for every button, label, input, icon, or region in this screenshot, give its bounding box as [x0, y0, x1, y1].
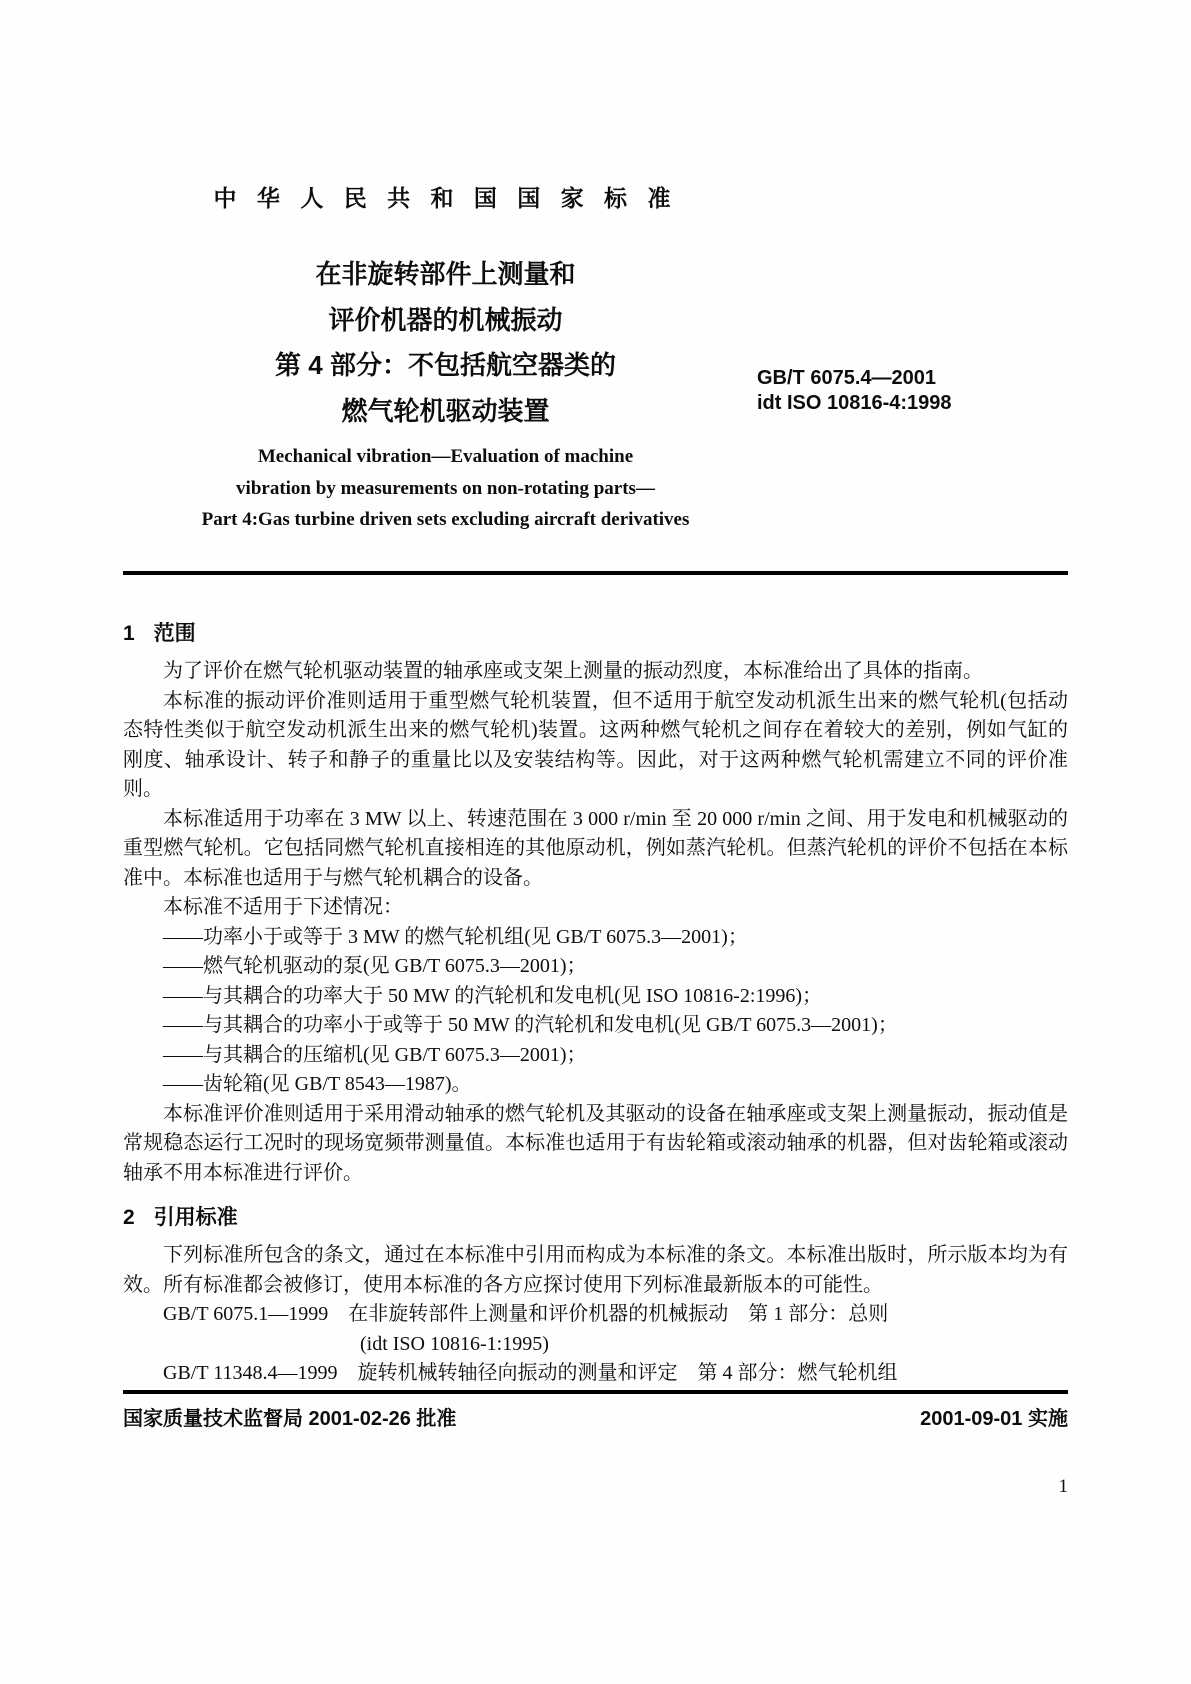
- document-body: [123, 620, 1068, 1389]
- english-title-line: Part 4:Gas turbine driven sets excluding aircraft derivatives: [201, 509, 690, 530]
- page-number: 1: [1058, 1476, 1068, 1497]
- paragraph: 本标准不适用于下述情况：: [163, 896, 403, 918]
- idt-reference: idt ISO 10816-4:1998: [757, 392, 952, 414]
- section-1-heading: [123, 620, 1068, 647]
- document-title-line: 第 4 部分：不包括航空器类的: [275, 350, 616, 380]
- paragraph: 本标准的振动评价准则适用于重型燃气轮机装置，但不适用于航空发动机派生出来的燃气轮机(包括动态特性类似于航空发动机派生出来的燃气轮机)装置。这两种燃气轮机之间存在着较大的差别，例如气缸的刚度、轴承设计、转子和静子的重量比以及安装结构等。因此，对于这两种燃气轮机需建立不同的评价准则。: [123, 689, 1068, 800]
- document-title-line: 评价机器的机械振动: [328, 304, 563, 335]
- list-item: ——齿轮箱(见 GB/T 8543—1987)。: [163, 1073, 472, 1095]
- list-item: ——与其耦合的功率小于或等于 50 MW 的汽轮机和发电机(见 GB/T 6075.3—2001)；: [163, 1014, 898, 1036]
- standard-category-label: 中 华 人 民 共 和 国 国 家 标 准: [213, 185, 678, 211]
- paragraph: 为了评价在燃气轮机驱动装置的轴承座或支架上测量的振动烈度，本标准给出了具体的指南。: [163, 660, 983, 682]
- paragraph: 下列标准所包含的条文，通过在本标准中引用而构成为本标准的条文。本标准出版时，所示版本均为有效。所有标准都会被修订，使用本标准的各方应探讨使用下列标准最新版本的可能性。: [123, 1244, 1068, 1296]
- paragraph: 本标准适用于功率在 3 MW 以上、转速范围在 3 000 r/min 至 20 000 r/min 之间、用于发电和机械驱动的重型燃气轮机。它包括同燃气轮机直接相连的其他原动机，例如蒸汽轮机。但蒸汽轮机的评价不包括在本标准中。本标准也适用于与燃气轮机耦合的设备。: [123, 807, 1068, 889]
- section-2-heading: [123, 1204, 1068, 1231]
- english-title-line: Mechanical vibration—Evaluation of machine: [257, 446, 634, 467]
- list-item: ——燃气轮机驱动的泵(见 GB/T 6075.3—2001)；: [163, 955, 587, 977]
- document-title-line: 在非旋转部件上测量和: [315, 259, 576, 289]
- list-item: ——与其耦合的功率大于 50 MW 的汽轮机和发电机(见 ISO 10816-2:1996)；: [163, 984, 823, 1007]
- english-title: [123, 441, 768, 536]
- section-number: 2: [123, 1206, 135, 1229]
- footer: [123, 1402, 1068, 1431]
- document-title: [123, 252, 768, 434]
- english-title-line: vibration by measurements on non-rotating parts—: [236, 477, 655, 499]
- footer-divider: [123, 1390, 1068, 1394]
- list-item: ——功率小于或等于 3 MW 的燃气轮机组(见 GB/T 6075.3—2001)；: [163, 925, 748, 948]
- list-item: ——与其耦合的压缩机(见 GB/T 6075.3—2001)；: [163, 1043, 587, 1066]
- reference-entry: GB/T 6075.1—1999 在非旋转部件上测量和评价机器的机械振动 第 1 部分：总则: [163, 1303, 889, 1325]
- section-title: 范围: [153, 622, 196, 645]
- section-title: 引用标准: [153, 1206, 238, 1229]
- reference-entry: GB/T 11348.4—1999 旋转机械转轴径向振动的测量和评定 第 4 部分：燃气轮机组: [163, 1362, 898, 1384]
- paragraph: 本标准评价准则适用于采用滑动轴承的燃气轮机及其驱动的设备在轴承座或支架上测量振动，振动值是常规稳态运行工况时的现场宽频带测量值。本标准也适用于有齿轮箱或滚动轴承的机器，但对齿轮箱或滚动轴承不用本标准进行评价。: [123, 1102, 1068, 1184]
- reference-idt-note: (idt ISO 10816-1:1995): [360, 1332, 549, 1355]
- document-title-line: 燃气轮机驱动装置: [341, 395, 550, 426]
- standard-code-block: [757, 366, 952, 416]
- approval-text: 国家质量技术监督局 2001-02-26 批准: [123, 1408, 457, 1430]
- section-number: 1: [123, 622, 135, 645]
- header-divider: [123, 571, 1068, 575]
- implementation-text: 2001-09-01 实施: [920, 1408, 1068, 1430]
- standard-code: GB/T 6075.4—2001: [757, 367, 936, 389]
